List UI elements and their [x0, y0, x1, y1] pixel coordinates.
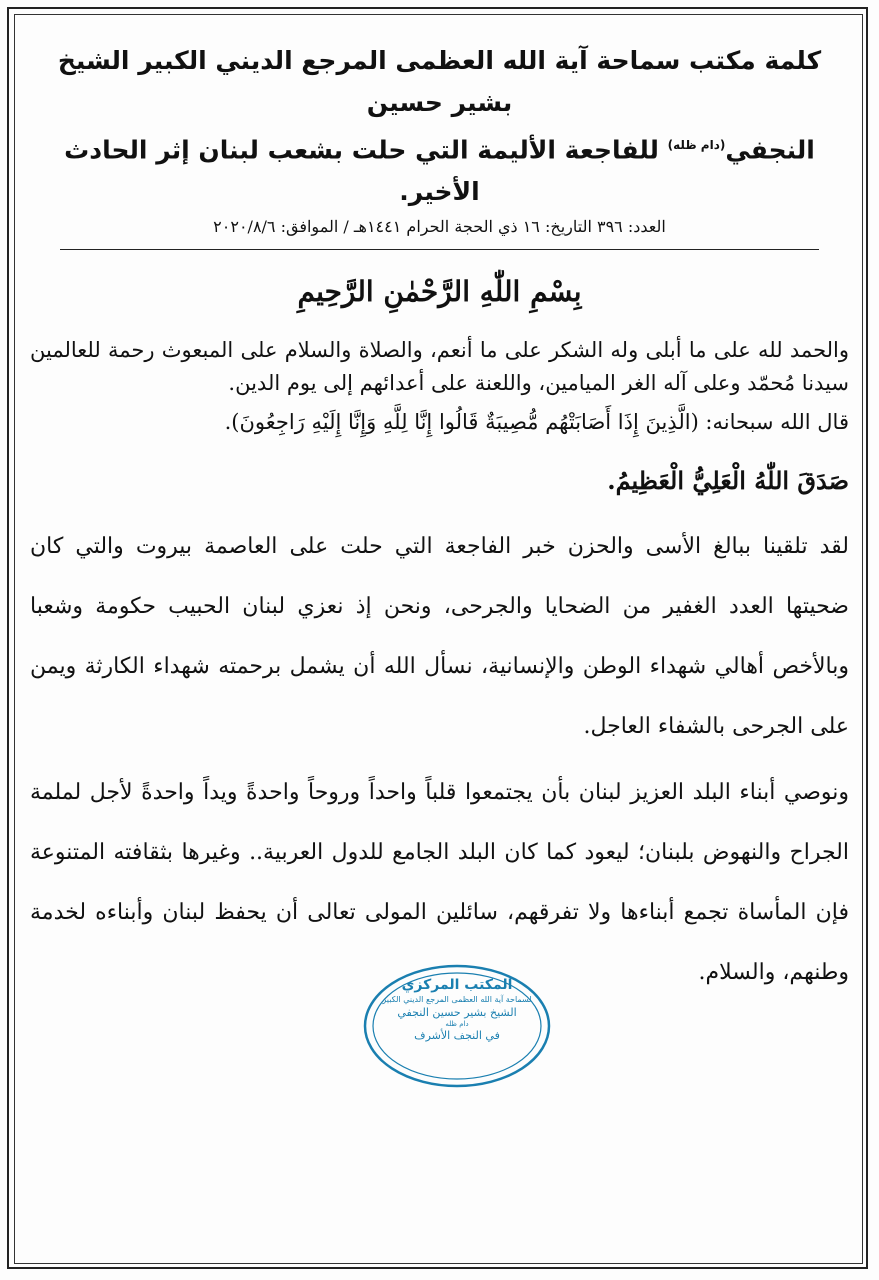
- header-divider: [60, 249, 819, 250]
- sadaq-line: صَدَقَ اللّٰهُ الْعَلِيُّ الْعَظِيمُ.: [607, 466, 849, 496]
- reference-number-date: العدد: ٣٩٦ التاريخ: ١٦ ذي الحجة الحرام ١٤٤١هـ / الموافق: ٢٠٢٠/٨/٦: [213, 217, 666, 237]
- stamp-line-3: الشيخ بشير حسين النجفي: [397, 1006, 517, 1019]
- stamp-line-5: في النجف الأشرف: [414, 1029, 500, 1042]
- advice-paragraph: ونوصي أبناء البلد العزيز لبنان بأن يجتمعوا قلباً واحداً وروحاً واحدةً ويداً واحدةً لأجل لملمة الجراح والنهوض بلبنان؛ ليعود كما كان البلد الجامع للدول العربية.. وغيرها بثقافته المتنوعة فإن المأساة تجمع أبناءها ولا تفرقهم، سائلين المولى تعالى أن يحفظ لبنان وأبناءه لخدمة وطنهم، والسلام.: [30, 780, 849, 986]
- title-line-1: كلمة مكتب سماحة آية الله العظمى المرجع الديني الكبير الشيخ بشير حسين: [57, 46, 822, 117]
- letter-body: [30, 40, 849, 1003]
- office-stamp: [362, 962, 552, 1090]
- basmala: بِسْمِ اللّٰهِ الرَّحْمٰنِ الرَّحِيمِ: [297, 275, 582, 309]
- title-subject: للفاجعة الأليمة التي حلت بشعب لبنان إثر الحادث الأخير.: [64, 135, 668, 207]
- stamp-text: [362, 962, 552, 1090]
- stamp-line-4: دام ظله: [445, 1020, 469, 1028]
- title-line-2: [30, 124, 849, 213]
- praise-paragraph: والحمد لله على ما أبلى وله الشكر على ما أنعم، والصلاة والسلام على المبعوث رحمة للعالمين سيدنا مُحمّد وعلى آله الغر الميامين، واللعنة على أعدائهم إلى يوم الدين.: [30, 338, 849, 396]
- stamp-line-1: المكتب المركزي: [401, 977, 513, 993]
- title-name: النجفي: [725, 135, 815, 165]
- stamp-line-2: لسماحة آية الله العظمى المرجع الديني الكبير: [382, 995, 532, 1004]
- title-honorific: (دام ظله): [667, 138, 726, 152]
- condolence-paragraph: لقد تلقينا ببالغ الأسى والحزن خبر الفاجعة التي حلت على العاصمة بيروت والتي كان ضحيتها العدد الغفير من الضحايا والجرحى، ونحن إذ نعزي لبنان الحبيب حكومة وشعبا وبالأخص أهالي شهداء الوطن والإنسانية، نسأل الله أن يشمل برحمته شهداء الكارثة ويمن على الجرحى بالشفاء العاجل.: [30, 534, 849, 740]
- quran-verse-paragraph: قال الله سبحانه: (الَّذِينَ إِذَا أَصَابَتْهُم مُّصِيبَةٌ قَالُوا إِنَّا لِلَّهِ وَإِنَّا إِلَيْهِ رَاجِعُونَ).: [224, 410, 849, 435]
